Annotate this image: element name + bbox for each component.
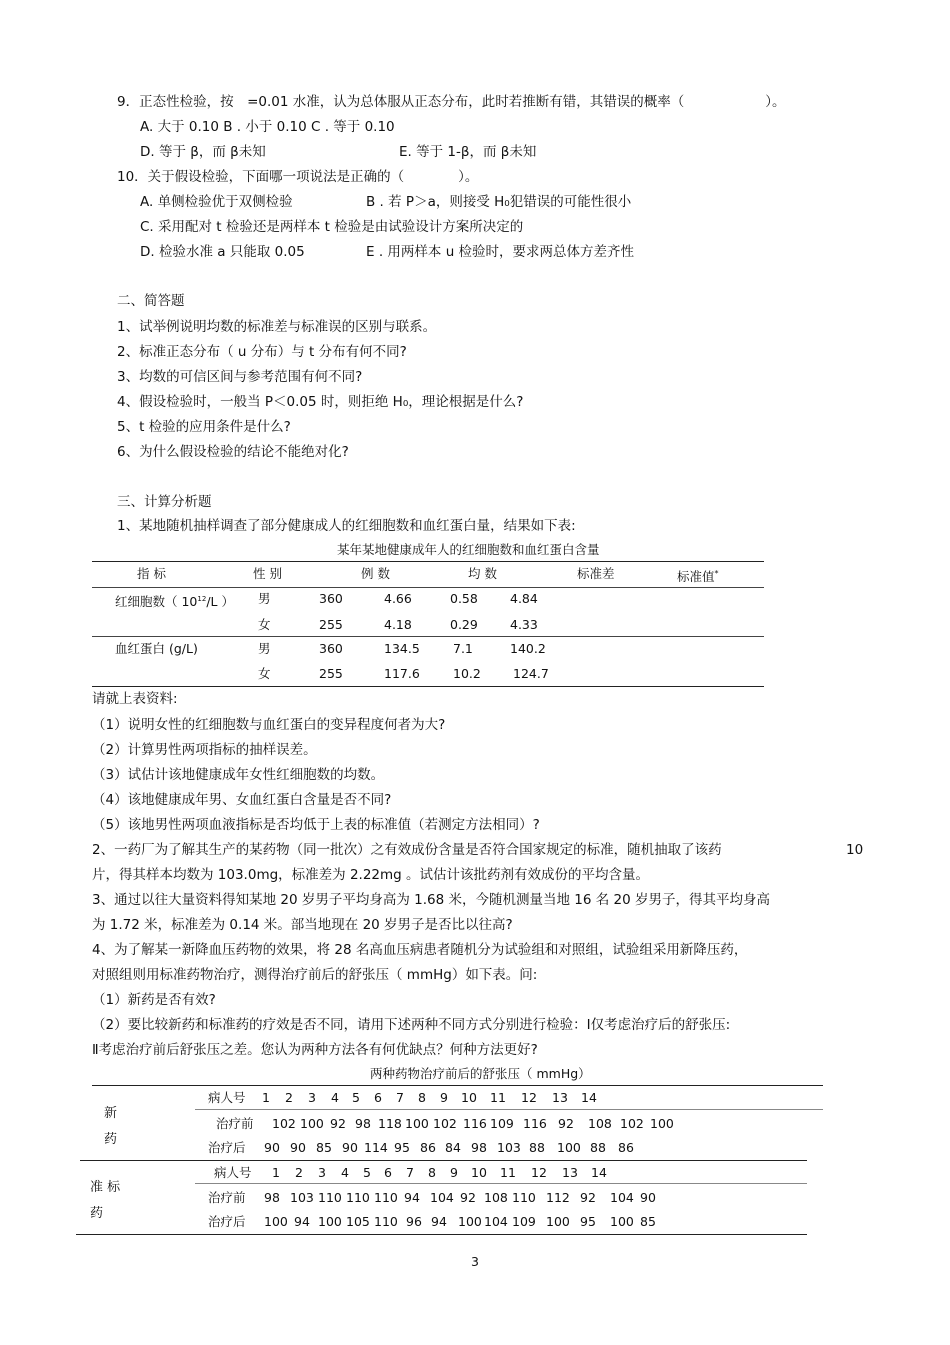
q1-sub-1: （1）说明女性的红细胞数与血红蛋白的变异程度何者为大? <box>92 717 446 733</box>
table2-label-before: 治疗前 <box>208 1190 246 1205</box>
table2-value: 114 <box>364 1140 388 1155</box>
table2-value: 1 <box>262 1090 270 1105</box>
table2-value: 84 <box>445 1140 461 1155</box>
table1-cell: 女 <box>258 666 271 681</box>
table2-value: 7 <box>396 1090 404 1105</box>
table1-hb-label: 血红蛋白 (g/L) <box>115 641 198 656</box>
table2-value: 5 <box>363 1165 371 1180</box>
table2-value: 5 <box>352 1090 360 1105</box>
q9-option-d: D. 等于 β，而 β未知 <box>140 144 266 160</box>
table1-header-rule <box>92 587 764 588</box>
table2-value: 95 <box>394 1140 410 1155</box>
table2-value: 98 <box>264 1190 280 1205</box>
table2-value: 103 <box>290 1190 314 1205</box>
short-item-6: 6、为什么假设检验的结论不能绝对化? <box>117 444 349 460</box>
q1-sub-4: （4）该地健康成年男、女血红蛋白含量是否不同? <box>92 792 392 808</box>
q9-text: 9．正态性检验，按 =0.01 水准，认为总体服从正态分布，此时若推断有错，其错误的概率（ ）。 <box>117 94 786 110</box>
table1-rbc-label: 红细胞数（ $10^{12}/L$ ） <box>115 594 234 610</box>
table2-value: 109 <box>490 1116 514 1131</box>
table2-value: 90 <box>640 1190 656 1205</box>
table2-value: 100 <box>405 1116 429 1131</box>
table2-value: 6 <box>384 1165 392 1180</box>
table2-value: 116 <box>523 1116 547 1131</box>
table1-cell: 117.6 <box>384 666 420 681</box>
table2-value: 3 <box>308 1090 316 1105</box>
table2-sub-rule <box>195 1183 807 1184</box>
table2-value: 102 <box>433 1116 457 1131</box>
table2-value: 10 <box>471 1165 487 1180</box>
table2-value: 109 <box>512 1214 536 1229</box>
table2-value: 8 <box>428 1165 436 1180</box>
table1-bottom-rule <box>92 686 764 687</box>
table2-value: 102 <box>272 1116 296 1131</box>
table2-value: 104 <box>484 1214 508 1229</box>
table2-value: 92 <box>580 1190 596 1205</box>
table2-value: 13 <box>562 1165 578 1180</box>
table2-value: 94 <box>431 1214 447 1229</box>
table2-mid-rule <box>80 1160 807 1161</box>
calc-q1: 1、某地随机抽样调查了部分健康成人的红细胞数和血红蛋白量，结果如下表: <box>117 518 576 534</box>
q4-line-2: 对照组则用标准药物治疗，测得治疗前后的舒张压（ mmHg）如下表。问: <box>92 967 538 983</box>
table1-header-sex: 性 别 <box>253 566 282 581</box>
table1-cell: 360 <box>319 641 343 656</box>
q2-line-1-end: 10 <box>846 842 864 858</box>
table2-value: 4 <box>331 1090 339 1105</box>
table2-value: 118 <box>378 1116 402 1131</box>
table2-label-id: 病人号 <box>214 1165 252 1180</box>
q1-intro: 请就上表资料: <box>92 691 178 707</box>
table1-cell: 134.5 <box>384 641 420 656</box>
q9-option-e: E. 等于 1-β，而 β未知 <box>399 144 537 160</box>
table2-value: 14 <box>591 1165 607 1180</box>
table2-value: 96 <box>406 1214 422 1229</box>
table2-value: 2 <box>295 1165 303 1180</box>
table2-value: 100 <box>458 1214 482 1229</box>
q4-sub-3: Ⅱ考虑治疗前后舒张压之差。您认为两种方法各有何优缺点？何种方法更好? <box>92 1042 538 1058</box>
table1-cell: 0.29 <box>450 617 478 632</box>
table2-value: 85 <box>640 1214 656 1229</box>
table2-value: 94 <box>294 1214 310 1229</box>
table2-value: 100 <box>546 1214 570 1229</box>
table2-value: 14 <box>581 1090 597 1105</box>
table1-caption: 某年某地健康成年人的红细胞数和血红蛋白含量 <box>337 542 600 557</box>
table2-value: 110 <box>374 1214 398 1229</box>
table2-group-new: 新 药 <box>104 1106 118 1147</box>
table2-label-after: 治疗后 <box>208 1140 246 1155</box>
table1-header-sd: 标准差 <box>577 566 615 581</box>
q2-line-2: 片，得其样本均数为 103.0mg，标准差为 2.22mg 。试估计该批药剂有效成份的平均含量。 <box>92 867 650 883</box>
table2-value: 3 <box>318 1165 326 1180</box>
short-item-5: 5、t 检验的应用条件是什么? <box>117 419 291 435</box>
short-item-1: 1、试举例说明均数的标准差与标准误的区别与联系。 <box>117 319 437 335</box>
table2-value: 94 <box>404 1190 420 1205</box>
table2-value: 110 <box>374 1190 398 1205</box>
table2-value: 8 <box>418 1090 426 1105</box>
table2-value: 102 <box>620 1116 644 1131</box>
table1-cell: 255 <box>319 617 343 632</box>
table1-header-indicator: 指 标 <box>137 566 166 581</box>
table2-value: 110 <box>318 1190 342 1205</box>
q1-sub-5: （5）该地男性两项血液指标是否均低于上表的标准值（若测定方法相同）? <box>92 817 540 833</box>
table1-cell: 124.7 <box>513 666 549 681</box>
table2-value: 10 <box>461 1090 477 1105</box>
table2-value: 1 <box>272 1165 280 1180</box>
table2-label-id: 病人号 <box>208 1090 246 1105</box>
table2-value: 2 <box>285 1090 293 1105</box>
table1-mid-rule <box>92 636 764 637</box>
table2-value: 90 <box>264 1140 280 1155</box>
q9-options-abc: A. 大于 0.10 B . 小于 0.10 C . 等于 0.10 <box>140 119 395 135</box>
table2-value: 13 <box>552 1090 568 1105</box>
table1-cell: 4.84 <box>510 591 538 606</box>
q10-option-b: B . 若 P＞a，则接受 H₀犯错误的可能性很小 <box>366 194 632 210</box>
table2-value: 100 <box>264 1214 288 1229</box>
table2-value: 100 <box>610 1214 634 1229</box>
table1-cell: 女 <box>258 617 271 632</box>
table2-value: 98 <box>471 1140 487 1155</box>
short-heading: 二、简答题 <box>117 293 185 309</box>
table2-value: 104 <box>610 1190 634 1205</box>
table1-cell: 140.2 <box>510 641 546 656</box>
table2-value: 11 <box>500 1165 516 1180</box>
table2-value: 104 <box>430 1190 454 1205</box>
q10-option-e: E . 用两样本 u 检验时，要求两总体方差齐性 <box>366 244 635 260</box>
table2-value: 98 <box>355 1116 371 1131</box>
table2-value: 88 <box>590 1140 606 1155</box>
table2-value: 12 <box>531 1165 547 1180</box>
table2-value: 112 <box>546 1190 570 1205</box>
page-number: 3 <box>471 1254 479 1269</box>
table2-value: 92 <box>558 1116 574 1131</box>
q10-option-d: D. 检验水准 a 只能取 0.05 <box>140 244 305 260</box>
q3-line-2: 为 1.72 米，标准差为 0.14 米。部当地现在 20 岁男子是否比以往高? <box>92 917 513 933</box>
table2-value: 92 <box>460 1190 476 1205</box>
table2-value: 9 <box>440 1090 448 1105</box>
table2-label-after: 治疗后 <box>208 1214 246 1229</box>
table2-value: 116 <box>463 1116 487 1131</box>
q1-sub-3: （3）试估计该地健康成年女性红细胞数的均数。 <box>92 767 385 783</box>
table2-top-rule <box>92 1085 823 1086</box>
q4-sub-2: （2）要比较新药和标准药的疗效是否不同，请用下述两种不同方式分别进行检验：Ⅰ仅考虑治疗后的舒张压: <box>92 1017 731 1033</box>
table2-value: 95 <box>580 1214 596 1229</box>
q3-line-1: 3、通过以往大量资料得知某地 20 岁男子平均身高为 1.68 米，今随机测量当地 16 名 20 岁男子，得其平均身高 <box>92 892 771 908</box>
table2-value: 92 <box>330 1116 346 1131</box>
q2-line-1: 2、一药厂为了解其生产的某药物（同一批次）之有效成份含量是否符合国家规定的标准，随机抽取了该药 <box>92 842 722 858</box>
table2-value: 86 <box>420 1140 436 1155</box>
table2-value: 100 <box>300 1116 324 1131</box>
table2-value: 100 <box>318 1214 342 1229</box>
short-item-2: 2、标准正态分布（ u 分布）与 t 分布有何不同? <box>117 344 407 360</box>
table1-cell: 7.1 <box>453 641 473 656</box>
table2-value: 90 <box>342 1140 358 1155</box>
table1-top-rule <box>92 561 764 562</box>
q4-sub-1: （1）新药是否有效? <box>92 992 216 1008</box>
q10-option-c: C. 采用配对 t 检验还是两样本 t 检验是由试验设计方案所决定的 <box>140 219 524 235</box>
calc-heading: 三、计算分析题 <box>117 494 212 510</box>
table2-bottom-rule <box>76 1234 807 1235</box>
table2-value: 90 <box>290 1140 306 1155</box>
table1-cell: 10.2 <box>453 666 481 681</box>
short-item-3: 3、均数的可信区间与参考范围有何不同? <box>117 369 363 385</box>
table2-sub-rule <box>195 1109 823 1110</box>
table1-cell: 男 <box>258 641 271 656</box>
table2-value: 108 <box>588 1116 612 1131</box>
table1-cell: 4.18 <box>384 617 412 632</box>
table2-value: 105 <box>346 1214 370 1229</box>
table1-cell: 4.33 <box>510 617 538 632</box>
q10-option-a: A. 单侧检验优于双侧检验 <box>140 194 293 210</box>
table2-value: 7 <box>406 1165 414 1180</box>
table2-label-before: 治疗前 <box>216 1116 254 1131</box>
table2-value: 6 <box>374 1090 382 1105</box>
table2-value: 88 <box>529 1140 545 1155</box>
table2-value: 100 <box>557 1140 581 1155</box>
table2-group-std: 准 标 药 <box>90 1180 121 1221</box>
table1-header-mean: 均 数 <box>468 566 497 581</box>
table1-cell: 4.66 <box>384 591 412 606</box>
q4-line-1: 4、为了解某一新降血压药物的效果，将 28 名高血压病患者随机分为试验组和对照组，试验组采用新降压药， <box>92 942 748 958</box>
table2-value: 4 <box>341 1165 349 1180</box>
table2-value: 108 <box>484 1190 508 1205</box>
table2-value: 110 <box>512 1190 536 1205</box>
q10-text: 10．关于假设检验，下面哪一项说法是正确的（ ）。 <box>117 169 479 185</box>
short-item-4: 4、假设检验时，一般当 P＜0.05 时，则拒绝 H₀，理论根据是什么? <box>117 394 524 410</box>
table2-caption: 两种药物治疗前后的舒张压（ mmHg） <box>370 1066 591 1081</box>
table2-value: 100 <box>650 1116 674 1131</box>
table1-header-standard: 标准值* <box>677 569 719 585</box>
table1-cell: 360 <box>319 591 343 606</box>
table2-value: 85 <box>316 1140 332 1155</box>
table2-value: 103 <box>497 1140 521 1155</box>
table2-value: 110 <box>346 1190 370 1205</box>
table2-value: 12 <box>521 1090 537 1105</box>
q1-sub-2: （2）计算男性两项指标的抽样误差。 <box>92 742 317 758</box>
table2-value: 86 <box>618 1140 634 1155</box>
table2-value: 11 <box>490 1090 506 1105</box>
table1-cell: 255 <box>319 666 343 681</box>
table1-cell: 男 <box>258 591 271 606</box>
table2-value: 9 <box>450 1165 458 1180</box>
table1-header-n: 例 数 <box>361 566 390 581</box>
table1-cell: 0.58 <box>450 591 478 606</box>
